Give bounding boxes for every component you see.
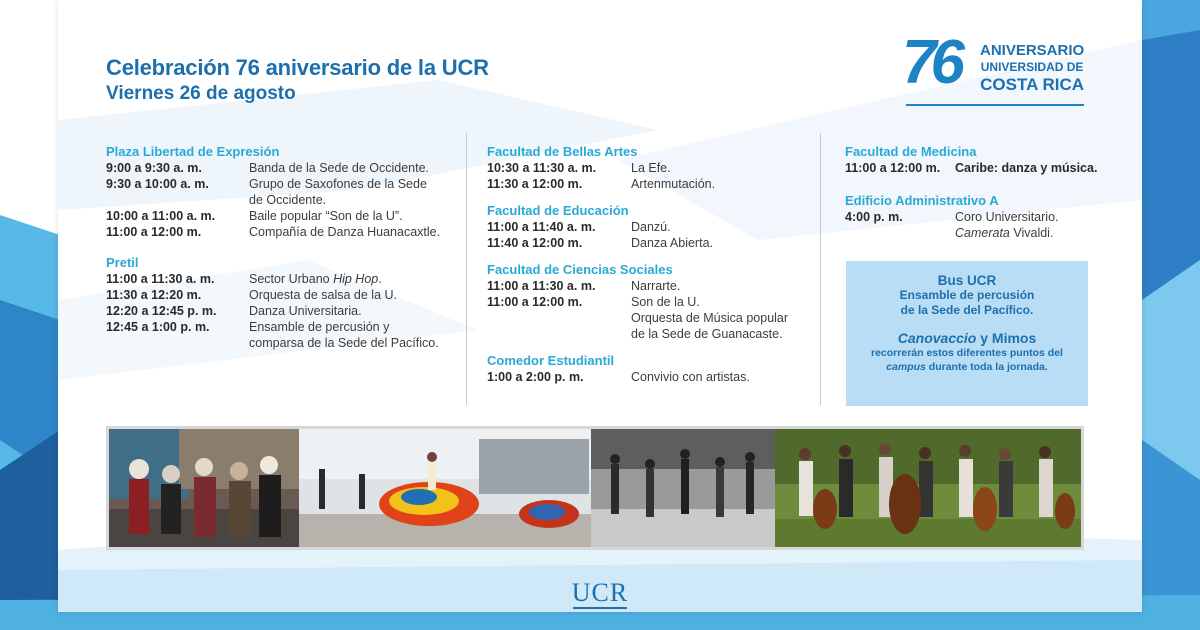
activity: [955, 209, 1105, 241]
bus-title: Bus UCR: [937, 273, 997, 288]
time: 9:30 a 10:00 a. m.: [106, 177, 209, 191]
section-title: Facultad de Educación: [487, 203, 629, 218]
bus-subtitle-emphasis: Canovaccio: [897, 330, 977, 346]
activity-line: de Occidente.: [249, 193, 327, 207]
section-title: Facultad de Bellas Artes: [487, 144, 638, 159]
logo-line-2: UNIVERSIDAD DE: [980, 60, 1084, 74]
time: 4:00 p. m.: [845, 210, 903, 224]
schedule-row: [487, 160, 807, 176]
activity: Compañía de Danza Huanacaxtle.: [249, 225, 441, 239]
time: 11:00 a 11:30 a. m.: [487, 279, 596, 293]
photo-folk-dancers: [299, 429, 591, 547]
logo-text: [980, 42, 1084, 93]
schedule-row: [106, 224, 456, 240]
activity: Narrarte.: [631, 279, 681, 293]
activity: [249, 176, 456, 208]
time: 9:00 a 9:30 a. m.: [106, 161, 202, 175]
time: 12:20 a 12:45 p. m.: [106, 304, 217, 318]
schedule-column-1: [106, 143, 456, 351]
bus-subtitle-tail: y Mimos: [976, 330, 1037, 346]
schedule-row: [106, 271, 456, 287]
activity-emphasis: Camerata: [955, 226, 1010, 240]
section-title: Edificio Administrativo A: [845, 193, 999, 208]
logo-underline: [906, 104, 1084, 106]
footer-ucr-logo: UCR: [571, 578, 629, 607]
activity: [249, 319, 456, 351]
schedule-column-3: [845, 143, 1105, 241]
activity-emphasis: Hip Hop: [333, 272, 379, 286]
schedule-row: [106, 176, 456, 208]
activity-text: Sector Urbano: [249, 272, 334, 286]
schedule-row: [487, 278, 807, 294]
activity-line: Orquesta de Música popular: [631, 311, 789, 325]
activity: La Efe.: [631, 161, 671, 175]
activity: Baile popular “Son de la U”.: [249, 209, 403, 223]
schedule-row: [845, 209, 1105, 241]
schedule-row: [487, 176, 807, 192]
logo-line-3: COSTA RICA: [980, 75, 1085, 94]
time: 11:00 a 12:00 m.: [845, 161, 941, 175]
schedule-row: [106, 160, 456, 176]
time: 1:00 a 2:00 p. m.: [487, 370, 584, 384]
activity: Danza Universitaria.: [249, 304, 362, 318]
footer-logo-underline: [573, 607, 627, 609]
logo-number: 76: [902, 28, 959, 97]
section-title: Facultad de Medicina: [845, 144, 977, 159]
time: 10:30 a 11:30 a. m.: [487, 161, 597, 175]
time: 11:40 a 12:00 m.: [487, 236, 583, 250]
time: 11:00 a 11:40 a. m.: [487, 220, 596, 234]
schedule-row: [106, 287, 456, 303]
section-title: Plaza Libertad de Expresión: [106, 144, 280, 159]
bus-ucr-box: [846, 261, 1088, 406]
page-title: Celebración 76 aniversario de la UCR: [106, 55, 489, 80]
logo-line-1: ANIVERSARIO: [980, 42, 1085, 59]
activity: Banda de la Sede de Occidente.: [249, 161, 429, 175]
time: 11:00 a 12:00 m.: [487, 295, 583, 309]
schedule-row: [487, 294, 807, 342]
page-subtitle: Viernes 26 de agosto: [106, 83, 296, 104]
activity: Caribe: danza y música.: [955, 161, 1098, 175]
activity-tail: Vivaldi.: [1009, 226, 1054, 240]
bus-subtitle: [846, 330, 1088, 346]
activity: Artenmutación.: [631, 177, 716, 191]
schedule-row: [487, 219, 807, 235]
activity: Orquesta de salsa de la U.: [249, 288, 397, 302]
activity: Danza Abierta.: [631, 236, 713, 250]
schedule-row: [487, 369, 807, 385]
bus-note: recorrerán estos diferentes puntos del: [871, 347, 1063, 359]
bus-note: [846, 360, 1088, 374]
activity-line: Son de la U.: [631, 295, 700, 309]
activity-line: de la Sede de Guanacaste.: [631, 327, 783, 341]
bus-note-emphasis: campus: [886, 361, 926, 373]
column-divider: [820, 133, 821, 405]
activity: [631, 294, 807, 342]
photo-street-mimes: [109, 429, 299, 547]
section-title: Comedor Estudiantil: [487, 353, 615, 368]
activity: [249, 271, 456, 287]
schedule-row: [106, 208, 456, 224]
schedule-row: [487, 235, 807, 251]
activity-line: Grupo de Saxofones de la Sede: [249, 177, 427, 191]
anniversary-logo: [902, 30, 1086, 110]
photo-orchestra: [775, 429, 1081, 547]
time: 11:00 a 11:30 a. m.: [106, 272, 215, 286]
photo-dance-rehearsal: [591, 429, 775, 547]
time: 10:00 a 11:00 a. m.: [106, 209, 216, 223]
section-title: Pretil: [106, 255, 139, 270]
time: 11:30 a 12:00 m.: [487, 177, 583, 191]
schedule-row: [106, 303, 456, 319]
activity-line: Ensamble de percusión y: [249, 320, 390, 334]
schedule-column-2: [487, 143, 807, 385]
activity: Convivio con artistas.: [631, 370, 750, 384]
time: 11:00 a 12:00 m.: [106, 225, 202, 239]
bus-line: de la Sede del Pacífico.: [900, 303, 1034, 317]
time: 12:45 a 1:00 p. m.: [106, 320, 210, 334]
activity-line: Coro Universitario.: [955, 210, 1059, 224]
time: 11:30 a 12:20 m.: [106, 288, 202, 302]
column-divider: [466, 133, 467, 405]
bus-note-tail: durante toda la jornada.: [925, 361, 1048, 373]
schedule-row: [106, 319, 456, 351]
activity: Danzú.: [631, 220, 671, 234]
photo-strip: [106, 426, 1084, 550]
activity-tail: .: [378, 272, 382, 286]
activity-line: comparsa de la Sede del Pacífico.: [249, 336, 439, 350]
schedule-row: [845, 160, 1105, 176]
section-title: Facultad de Ciencias Sociales: [487, 262, 673, 277]
bus-line: Ensamble de percusión: [899, 288, 1035, 302]
